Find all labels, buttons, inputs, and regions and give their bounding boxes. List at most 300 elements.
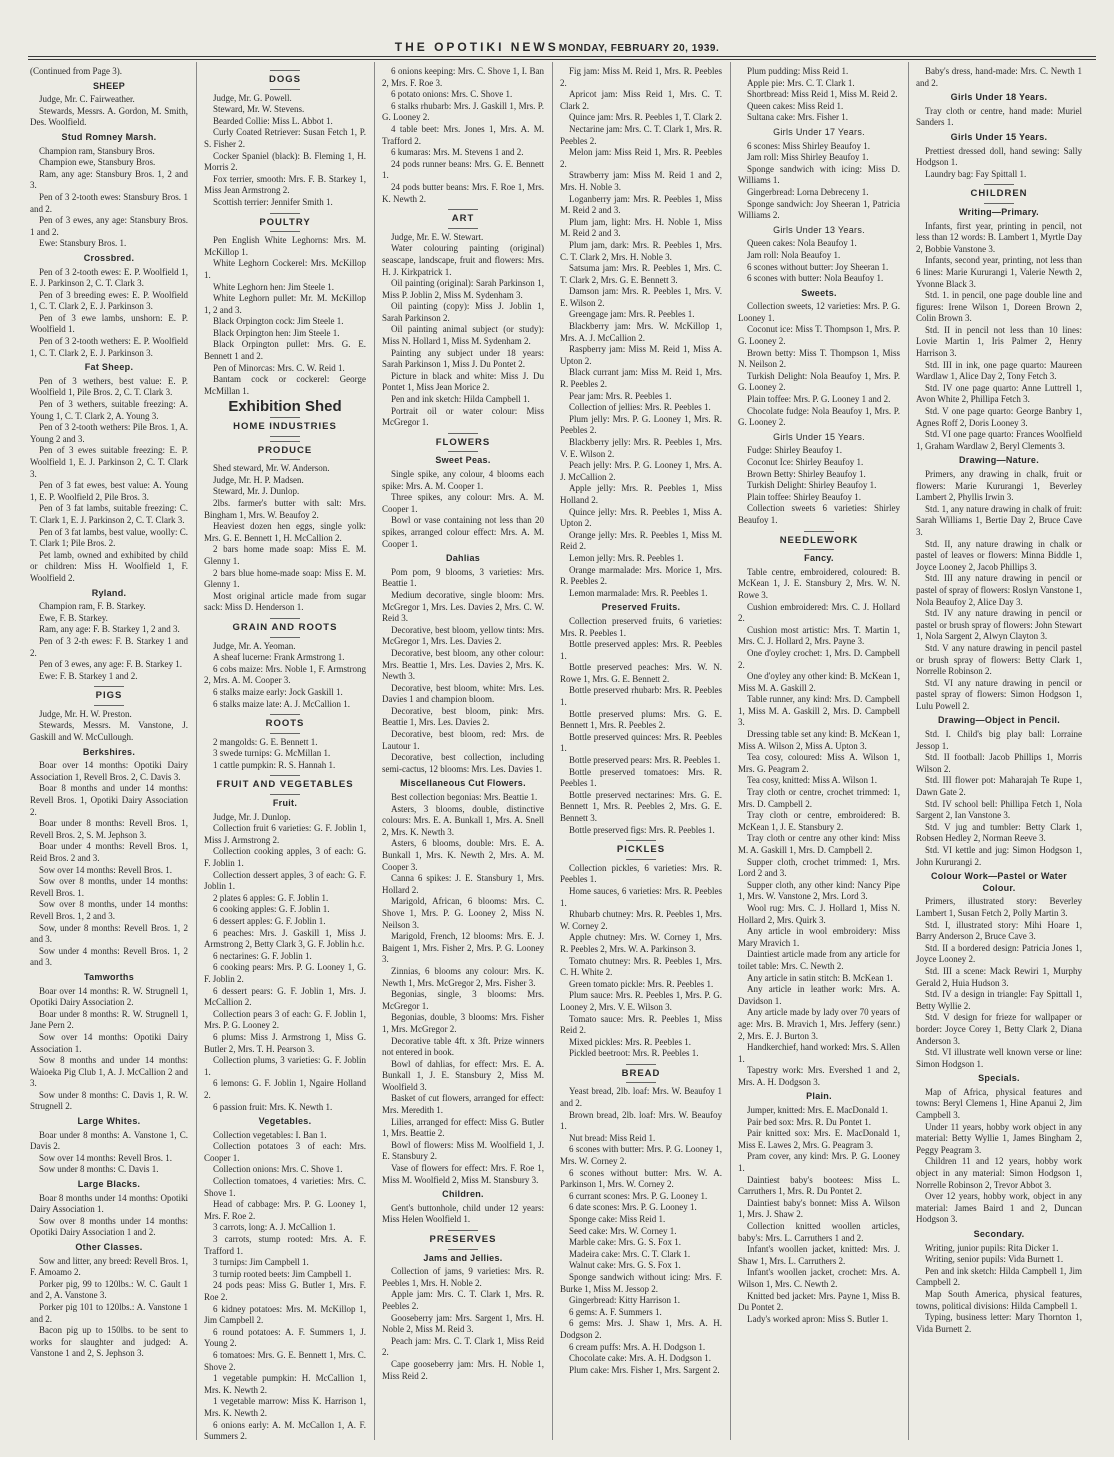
result-entry: Queen cakes: Nola Beaufoy 1. bbox=[747, 238, 857, 249]
result-entry: Orange jelly: Mrs. R. Peebles 1, Miss M. Reid 2. bbox=[560, 529, 722, 552]
result-entry: 2 bars blue home-made soap: Miss E. M. Glenny 1. bbox=[204, 567, 366, 590]
result-entry: Pair knitted sox: Mrs. E. MacDonald 1, Miss E. Lawes 2, Mrs. G. Peagram 3. bbox=[738, 1128, 900, 1150]
section-heading: ART bbox=[382, 209, 544, 229]
section-heading: HOME INDUSTRIES bbox=[204, 417, 366, 437]
result-entry: 6 lemons: G. F. Joblin 1, Ngaire Holland 2. bbox=[204, 1078, 366, 1100]
result-entry: Collection of jellies: Mrs. R. Peebles 1. bbox=[569, 402, 711, 413]
result-entry: 6 scones: Miss Shirley Beaufoy 1. bbox=[747, 140, 870, 151]
result-entry: Tomato chutney: Mrs. R. Peebles 1, Mrs. C. H. White 2. bbox=[560, 955, 722, 978]
result-entry: Infants, first year, printing in pencil, not less than 12 words: B. Lambert 1, Myrtle Day 2, Bobbie Vanstone 3. bbox=[916, 220, 1082, 254]
result-entry: 6 onions keeping: Mrs. C. Shove 1, I. Ban 2, Mrs. F. Roe 3. bbox=[382, 66, 544, 88]
result-entry: Daintiest baby's bonnet: Miss A. Wilson 1, Mrs. J. Shaw 2. bbox=[738, 1197, 900, 1220]
result-entry: Boar under 8 months: R. W. Strugnell 1, Jane Pern 2. bbox=[30, 1008, 188, 1031]
result-entry: Canna 6 spikes: J. E. Stansbury 1, Mrs. Hollard 2. bbox=[382, 873, 544, 895]
result-entry: Ram, any age: F. B. Starkey 1, 2 and 3. bbox=[39, 624, 180, 635]
subsection-heading: Dahlias bbox=[445, 553, 481, 564]
result-entry: Std. VI one page quarto: Frances Woolfield 1, Graham Wardlaw 2, Beryl Clements 3. bbox=[916, 429, 1082, 451]
result-entry: Boar over 14 months: R. W. Strugnell 1, Opotiki Dairy Association 2. bbox=[30, 985, 188, 1008]
result-entry: Asters, 6 blooms, double: Mrs. E. A. Bunkall 1, Mrs. K. Newth 2, Mrs. A. M. Cooper 3. bbox=[382, 838, 544, 872]
result-entry: Bantam cock or cockerel: George McMillan 1. bbox=[204, 374, 366, 396]
result-entry: Cape gooseberry jam: Mrs. H. Noble 1, Miss Reid 2. bbox=[382, 1358, 544, 1381]
result-entry: Std. III any nature drawing in pencil or pastel of spray of flowers: Roslyn Vanstone 1, Nola Beaufoy 2, Alice Day 3. bbox=[916, 573, 1082, 607]
result-entry: White Leghorn pullet: Mr. M. McKillop 1, 2 and 3. bbox=[204, 293, 366, 315]
result-entry: Apple pie: Mrs. C. T. Clark 1. bbox=[747, 77, 855, 88]
subsection-heading: Girls Under 15 Years. bbox=[950, 131, 1048, 142]
result-entry: Asters, 3 blooms, double, distinctive colours: Mrs. E. A. Bunkall 1, Mrs. A. Snell 2, Mrs. K. Newth 3. bbox=[382, 803, 544, 837]
result-entry: Water colouring painting (original) seascape, landscape, fruit and flowers: Mrs. H. J. Kirkpatrick 1. bbox=[382, 243, 544, 277]
result-entry: 6 gems: A. F. Summers 1. bbox=[569, 1306, 662, 1317]
result-entry: Turkish Delight: Nola Beaufoy 1, Mrs. P. G. Looney 2. bbox=[738, 370, 900, 393]
result-entry: Jam roll: Miss Shirley Beaufoy 1. bbox=[747, 152, 869, 163]
result-entry: A sheaf lucerne: Frank Armstrong 1. bbox=[213, 652, 345, 663]
result-entry: Raspberry jam: Miss M. Reid 1, Miss A. Upton 2. bbox=[560, 344, 722, 366]
subsection-heading: Colour Work—Pastel or Water Colour. bbox=[930, 871, 1068, 893]
column-6 bbox=[916, 66, 1082, 1436]
result-entry: Sow under 8 months: C. Davis 1. bbox=[39, 1164, 159, 1175]
result-entry: Queen cakes: Miss Reid 1. bbox=[747, 100, 844, 111]
result-entry: One d'oyley crochet: 1, Mrs. D. Campbell 2. bbox=[738, 647, 900, 670]
result-entry: Collection plums, 3 varieties: G. F. Joblin 1. bbox=[204, 1055, 366, 1077]
section-heading: GRAIN AND ROOTS bbox=[204, 618, 366, 638]
subsection-heading: Sweet Peas. bbox=[435, 455, 491, 466]
result-entry: Std. IV one page quarto: Anne Luttrell 1, Avon White 2, Phillipa Fetch 3. bbox=[916, 382, 1082, 405]
result-entry: Sow, under 8 months: Revell Bros. 1, 2 and 3. bbox=[30, 922, 188, 945]
result-entry: 6 kumaras: Mrs. M. Stevens 1 and 2. bbox=[391, 147, 524, 158]
result-entry: 1 vegetable pumpkin: H. McCallion 1, Mrs. K. Newth 2. bbox=[204, 1373, 366, 1395]
result-entry: Black currant jam: Miss M. Reid 1, Mrs. R. Peebles 2. bbox=[560, 367, 722, 390]
result-entry: Std. III a scene: Mack Rewiri 1, Murphy Gerald 2, Huia Hudson 3. bbox=[916, 965, 1082, 988]
result-entry: 6 potato onions: Mrs. C. Shove 1. bbox=[391, 89, 513, 100]
column-3 bbox=[382, 66, 544, 1436]
section-heading: BREAD bbox=[560, 1064, 722, 1084]
subsection-heading: Girls Under 13 Years. bbox=[773, 224, 865, 235]
result-entry: Peach jelly: Mrs. P. G. Looney 1, Mrs. A. J. McCallion 2. bbox=[560, 460, 722, 482]
result-entry: Boar under 8 months: A. Vanstone 1, C. Davis 2. bbox=[30, 1129, 188, 1152]
result-entry: 1 vegetable marrow: Miss K. Harrison 1, Mrs. K. Newth 2. bbox=[204, 1396, 366, 1418]
result-entry: Pen of 3 ewes, any age: F. B. Starkey 1. bbox=[39, 659, 183, 670]
result-entry: Apple jelly: Mrs. R. Peebles 1, Miss Holland 2. bbox=[560, 483, 722, 505]
result-entry: Sponge sandwich without icing: Mrs. F. Burke 1, Miss M. Jessop 2. bbox=[560, 1271, 722, 1294]
result-entry: Black Orpington hen: Jim Steele 1. bbox=[213, 327, 340, 338]
result-entry: Loganberry jam: Mrs. R. Peebles 1, Miss M. Reid 2 and 3. bbox=[560, 193, 722, 216]
subsection-heading: Fancy. bbox=[804, 553, 834, 564]
result-entry: Collection dessert apples, 3 of each: G. F. Joblin 1. bbox=[204, 869, 366, 892]
result-entry: Bottle preserved quinces: Mrs. R. Peebles 1. bbox=[560, 731, 722, 754]
subsection-heading: Drawing—Nature. bbox=[958, 455, 1039, 466]
result-entry: Bacon pig up to 150lbs. to be sent to works for slaughter and judged: A. Vanstone 1 and 2, S. Jephson 3. bbox=[30, 1325, 188, 1359]
result-entry: Std. II in pencil not less than 10 lines: Lovie Martin 1, Iris Palmer 2, Henry Harrison 3. bbox=[916, 324, 1082, 359]
result-entry: 6 stalks maize late: A. J. McCallion 1. bbox=[213, 698, 350, 709]
result-entry: Pram cover, any kind: Mrs. P. G. Looney 1. bbox=[738, 1151, 900, 1174]
result-entry: 2 bars home made soap: Miss E. M. Glenny 1. bbox=[204, 544, 366, 566]
result-entry: Jumper, knitted: Mrs. E. MacDonald 1. bbox=[747, 1105, 888, 1116]
result-entry: Collection pickles, 6 varieties: Mrs. R. Peebles 1. bbox=[560, 862, 722, 885]
result-entry: Tapestry work: Mrs. Evershed 1 and 2, Mrs. A. H. Dodgson 3. bbox=[738, 1065, 900, 1087]
result-entry: Apricot jam: Miss Reid 1, Mrs. C. T. Clark 2. bbox=[560, 89, 722, 111]
result-entry: 3 carrots, stump rooted: Mrs. A. F. Trafford 1. bbox=[204, 1234, 366, 1256]
result-entry: Tray cloth or centre any other kind: Miss M. A. Gaskill 1, Mrs. D. Campbell 2. bbox=[738, 833, 900, 855]
result-entry: Plum jam, dark: Mrs. R. Peebles 1, Mrs. C. T. Clark 2, Mrs. H. Noble 3. bbox=[560, 239, 722, 262]
result-entry: Pen of 3 ewes, any age: Stansbury Bros. 1 and 2. bbox=[30, 215, 188, 237]
result-entry: Shortbread: Miss Reid 1, Miss M. Reid 2. bbox=[747, 89, 898, 100]
result-entry: Cushion embroidered: Mrs. C. J. Hollard 2. bbox=[738, 601, 900, 624]
result-entry: Bottle preserved pears: Mrs. R. Peebles 1. bbox=[569, 755, 721, 766]
result-entry: Madeira cake: Mrs. C. T. Clark 1. bbox=[569, 1248, 691, 1259]
result-entry: Basket of cut flowers, arranged for effect: Mrs. Meredith 1. bbox=[382, 1093, 544, 1116]
result-entry: Curly Coated Retriever: Susan Fetch 1, P. S. Fisher 2. bbox=[204, 127, 366, 149]
result-entry: Handkerchief, hand worked: Mrs. S. Allen 1. bbox=[738, 1042, 900, 1064]
result-entry: Std. III in ink, one page quarto: Maureen Wardlaw 1, Alice Day 2, Tony Fetch 3. bbox=[916, 359, 1082, 382]
result-entry: Vase of flowers for effect: Mrs. F. Roe 1, Miss M. Woolfield 2, Miss M. Stansbury 3. bbox=[382, 1163, 544, 1185]
result-entry: Decorative, best bloom, any other colour: Mrs. Beattie 1, Mrs. Les. Davies 2, Mrs. K. Newth 3. bbox=[382, 647, 544, 682]
result-entry: Knitted bed jacket: Mrs. Payne 1, Miss B. Du Pontet 2. bbox=[738, 1290, 900, 1313]
section-heading: PRODUCE bbox=[204, 441, 366, 461]
result-entry: Laundry bag: Fay Spittall 1. bbox=[925, 168, 1027, 179]
result-entry: Primers, illustrated story: Beverley Lambert 1, Susan Fetch 2, Polly Martin 3. bbox=[916, 896, 1082, 918]
result-entry: Pen of 3 2-tooth wethers: E. P. Woolfield 1, C. T. Clark 2, E. J. Parkinson 3. bbox=[30, 336, 188, 358]
result-entry: Pen and ink sketch: Hilda Campbell 1, Jim Campbell 2. bbox=[916, 1265, 1082, 1288]
continuation-note: (Continued from Page 3). bbox=[30, 66, 122, 76]
result-entry: 6 scones without butter: Mrs. W. A. Parkinson 1, Mrs. W. Corney 2. bbox=[560, 1167, 722, 1190]
result-entry: 3 swede turnips: G. McMillan 1. bbox=[213, 748, 331, 759]
result-entry: Daintiest article made from any article for toilet table: Mrs. C. Newth 2. bbox=[738, 949, 900, 971]
result-entry: Pen of 3 fat ewes, best value: A. Young 1, E. P. Woolfield 2, Pile Bros. 3. bbox=[30, 480, 188, 502]
result-entry: 6 passion fruit: Mrs. K. Newth 1. bbox=[213, 1101, 333, 1112]
masthead-date: MONDAY, FEBRUARY 20, 1939. bbox=[558, 43, 720, 54]
result-entry: Std. VI any nature drawing in pencil or pastel spray of flowers: Simon Hodgson 1, Lulu Powell 2. bbox=[916, 677, 1082, 711]
result-entry: Cushion most artistic: Mrs. T. Martin 1, Mrs. C. J. Hollard 2, Mrs. Payne 3. bbox=[738, 624, 900, 647]
subsection-heading: SHEEP bbox=[92, 80, 125, 91]
result-entry: Any article in leather work: Mrs. A. Davidson 1. bbox=[738, 984, 900, 1006]
result-entry: Judge, Mr. G. Powell. bbox=[213, 92, 292, 103]
section-heading: PICKLES bbox=[560, 840, 722, 860]
subsection-heading: Specials. bbox=[978, 1073, 1020, 1084]
result-entry: Porker pig 101 to 120lbs.: A. Vanstone 1 and 2. bbox=[30, 1301, 188, 1324]
result-entry: Collection preserved fruits, 6 varieties: Mrs. R. Peebles 1. bbox=[560, 615, 722, 638]
result-entry: Any article in wool embroidery: Miss Mary Mravich 1. bbox=[738, 926, 900, 948]
result-entry: Infant's woollen jacket, knitted: Mrs. J. Shaw 1, Mrs. L. Carruthers 2. bbox=[738, 1244, 900, 1266]
result-entry: 24 pods butter beans: Mrs. F. Roe 1, Mrs. K. Newth 2. bbox=[382, 181, 544, 204]
result-entry: Pen and ink sketch: Hilda Campbell 1. bbox=[391, 394, 530, 405]
result-entry: Map South America, physical features, towns, political divisions: Hilda Campbell 1. bbox=[916, 1288, 1082, 1311]
result-entry: Apple jam: Mrs. C. T. Clark 1, Mrs. R. Peebles 2. bbox=[382, 1289, 544, 1311]
result-entry: White Leghorn hen: Jim Steele 1. bbox=[213, 281, 334, 292]
result-entry: Chocolate cake: Mrs. A. H. Dodgson 1. bbox=[569, 1353, 711, 1364]
result-entry: Daintiest baby's bootees: Miss L. Carruthers 1, Mrs. R. Du Pontet 2. bbox=[738, 1174, 900, 1197]
result-entry: Bowl of flowers: Miss M. Woolfield 1, J. E. Stansbury 2. bbox=[382, 1139, 544, 1162]
result-entry: 6 stalks maize early: Jock Gaskill 1. bbox=[213, 686, 343, 697]
result-entry: 6 round potatoes: A. F. Summers 1, J. Young 2. bbox=[204, 1326, 366, 1349]
result-entry: Oil painting animal subject (or study): Miss N. Hollard 1, Miss M. Sydenham 2. bbox=[382, 324, 544, 347]
section-heading: POULTRY bbox=[204, 213, 366, 233]
subsection-heading: Girls Under 17 Years. bbox=[773, 126, 865, 137]
result-entry: Portrait oil or water colour: Miss McGregor 1. bbox=[382, 405, 544, 428]
result-entry: Tray cloth or centre, embroidered: B. McKean 1, J. E. Stansbury 2. bbox=[738, 810, 900, 832]
result-entry: Porker pig, 99 to 120lbs.: W. C. Gault 1 and 2, A. Vanstone 3. bbox=[30, 1278, 188, 1301]
result-entry: Chocolate fudge: Nola Beaufoy 1, Mrs. P. G. Looney 2. bbox=[738, 405, 900, 428]
result-entry: Typing, business letter: Mary Thornton 1, Vida Burnett 2. bbox=[916, 1312, 1082, 1334]
result-entry: White Leghorn Cockerel: Mrs. McKillop 1. bbox=[204, 258, 366, 280]
result-entry: Collection cooking apples, 3 of each: G. F. Joblin 1. bbox=[204, 846, 366, 869]
result-entry: Tray cloth or centre, hand made: Muriel Sanders 1. bbox=[916, 105, 1082, 128]
result-entry: 6 stalks rhubarb: Mrs. J. Gaskill 1, Mrs. P. G. Looney 2. bbox=[382, 100, 544, 123]
section-heading: NEEDLEWORK bbox=[738, 531, 900, 551]
result-entry: Supper cloth, any other kind: Nancy Pipe 1, Mrs. W. Vanstone 2, Mrs. Lord 3. bbox=[738, 879, 900, 902]
subsection-heading: Secondary. bbox=[973, 1229, 1025, 1239]
result-entry: Collection of jams, 9 varieties: Mrs. R. Peebles 1, Mrs. H. Noble 2. bbox=[382, 1266, 544, 1288]
result-entry: Bottle preserved nectarines: Mrs. G. E. Bennett 1, Mrs. R. Peebles 2, Mrs. G. E. Bennett 3. bbox=[560, 789, 722, 823]
masthead-rule-bottom bbox=[28, 59, 1096, 60]
result-entry: 6 cobs maize: Mrs. Noble 1, F. Armstrong 2, Mrs. A. M. Cooper 3. bbox=[204, 663, 366, 686]
result-entry: Pom pom, 9 blooms, 3 varieties: Mrs. Beattie 1. bbox=[382, 566, 544, 589]
result-entry: Sow over 14 months: Revell Bros. 1. bbox=[39, 864, 172, 875]
subsection-heading: Jams and Jellies. bbox=[423, 1252, 503, 1263]
section-heading: ROOTS bbox=[204, 714, 366, 734]
column-1 bbox=[30, 66, 188, 1436]
result-entry: Greengage jam: Mrs. R. Peebles 1. bbox=[569, 309, 695, 320]
result-entry: Wool rug: Mrs. C. J. Hollard 1, Miss N. Hollard 2, Mrs. Quirk 3. bbox=[738, 902, 900, 925]
result-entry: Steward, Mr. W. Stevens. bbox=[213, 104, 305, 115]
result-entry: Writing, junior pupils: Rita Dicker 1. bbox=[925, 1242, 1059, 1253]
result-entry: Boar over 14 months: Opotiki Dairy Association 1, Revell Bros. 2, C. Davis 3. bbox=[30, 760, 188, 782]
result-entry: Mixed pickles: Mrs. R. Peebles 1. bbox=[569, 1036, 691, 1047]
result-entry: Pen of 3 fat lambs, best value, woolly: C. T. Clark 1; Pile Bros. 2. bbox=[30, 526, 188, 549]
result-entry: 3 turnip rooted beets: Jim Campbell 1. bbox=[213, 1268, 352, 1279]
result-entry: Decorative table 4ft. x 3ft. Prize winners not entered in book. bbox=[382, 1035, 544, 1058]
masthead-paper-name: THE OPOTIKI NEWS bbox=[394, 40, 559, 54]
subsection-heading: Sweets. bbox=[801, 287, 837, 298]
result-entry: Sponge cake: Miss Reid 1. bbox=[569, 1214, 666, 1224]
subsection-heading: Girls Under 18 Years. bbox=[950, 92, 1048, 103]
result-entry: 2 mangolds: G. E. Bennett 1. bbox=[213, 736, 318, 747]
subsection-heading: Writing—Primary. bbox=[959, 206, 1039, 217]
section-heading: FRUIT AND VEGETABLES bbox=[204, 775, 366, 795]
result-entry: Plain toffee: Mrs. P. G. Looney 1 and 2. bbox=[747, 394, 891, 405]
result-entry: Black Orpington cock: Jim Steele 1. bbox=[213, 316, 344, 327]
result-entry: Std. I. Child's big play ball: Lorraine Jessop 1. bbox=[916, 729, 1082, 751]
result-entry: Lilies, arranged for effect: Miss G. Butler 1, Mrs. Beattie 2. bbox=[382, 1116, 544, 1139]
result-entry: Bottle preserved tomatoes: Mrs. R. Peebles 1. bbox=[560, 766, 722, 789]
result-entry: Pear jam: Mrs. R. Peebles 1. bbox=[569, 390, 672, 401]
result-entry: Boar under 4 months: Revell Bros. 1, Reid Bros. 2 and 3. bbox=[30, 841, 188, 863]
result-entry: Sultana cake: Mrs. Fisher 1. bbox=[747, 112, 848, 123]
subsection-heading: Ryland. bbox=[91, 587, 127, 598]
result-entry: 6 nectarines: G. F. Joblin 1. bbox=[213, 950, 312, 961]
result-entry: Bowl of dahlias, for effect: Mrs. E. A. Bunkall 1, J. E. Stansbury 2, Miss M. Woolfield 3. bbox=[382, 1058, 544, 1092]
result-entry: Boar 8 months under 14 months: Opotiki Dairy Association 1. bbox=[30, 1192, 188, 1215]
result-entry: Decorative, best bloom, red: Mrs. de Lautour 1. bbox=[382, 729, 544, 751]
result-entry: Std. V one page quarto: George Banbry 1, Agnes Roff 2, Doris Looney 3. bbox=[916, 406, 1082, 428]
result-entry: Std. II, any nature drawing in chalk or pastel of leaves or flowers: Minna Biddle 1, Joyce Looney 2, Jacob Phillips 3. bbox=[916, 538, 1082, 572]
result-entry: Pen of 3 wethers, best value: E. P. Woolfield 1, Pile Bros. 2, C. T. Clark 3. bbox=[30, 375, 188, 398]
result-entry: Quince jelly: Mrs. R. Peebles 1, Miss A. Upton 2. bbox=[560, 506, 722, 529]
result-entry: Marble cake: Mrs. G. S. Fox 1. bbox=[569, 1237, 681, 1248]
result-entry: Pen of 3 2-tooth ewes: E. P. Woolfield 1, E. J. Parkinson 2, C. T. Clark 3. bbox=[30, 266, 188, 289]
result-entry: Boar 8 months and under 14 months: Revell Bros. 1, Opotiki Dairy Association 2. bbox=[30, 783, 188, 817]
result-entry: Collection sweets, 12 varieties: Mrs. P. G. Looney 1. bbox=[738, 301, 900, 323]
subsection-heading: Large Whites. bbox=[77, 1116, 141, 1127]
subsection-heading: Large Blacks. bbox=[77, 1179, 141, 1190]
result-entry: Table runner, any kind: Mrs. D. Campbell 1, Miss M. A. Gaskill 2, Mrs. D. Campbell 3. bbox=[738, 694, 900, 728]
result-entry: Pen of 3 2-tooth ewes: Stansbury Bros. 1 and 2. bbox=[30, 191, 188, 214]
subsection-heading: Preserved Fruits. bbox=[601, 602, 681, 613]
result-entry: Pen of Minorcas: Mrs. C. W. Reid 1. bbox=[213, 362, 345, 373]
result-entry: Ewe: F. B. Starkey 1 and 2. bbox=[39, 670, 138, 681]
result-entry: Std. IV any nature drawing in pencil or pastel or brush spray of flowers: John Stewart 1, Nola Sargent 2, Alwyn Clayton 3. bbox=[916, 608, 1082, 642]
result-entry: Plum pudding: Miss Reid 1. bbox=[747, 66, 849, 76]
result-entry: 6 scones with butter: Nola Beaufoy 1. bbox=[747, 273, 884, 284]
result-entry: Tray cloth or centre, crochet trimmed: 1, Mrs. D. Campbell 2. bbox=[738, 787, 900, 809]
result-entry: Decorative, best collection, including semi-cactus, 12 blooms: Mrs. Les. Davies 1. bbox=[382, 752, 544, 774]
subsection-heading: Fruit. bbox=[272, 798, 298, 809]
result-entry: Bottle preserved rhubarb: Mrs. R. Peebles 1. bbox=[560, 685, 722, 708]
result-entry: 6 currant scones: Mrs. P. G. Looney 1. bbox=[569, 1190, 708, 1201]
result-entry: Champion ram, F. B. Starkey. bbox=[39, 601, 146, 612]
result-entry: Scottish terrier: Jennifer Smith 1. bbox=[213, 196, 333, 207]
result-entry: Judge, Mr. H. P. Madsen. bbox=[213, 474, 304, 485]
section-heading: DOGS bbox=[204, 70, 366, 90]
result-entry: Heaviest dozen hen eggs, single yolk: Mrs. G. E. Bennett 1, H. McCallion 2. bbox=[204, 521, 366, 543]
result-entry: Std. V any nature drawing in pencil pastel or brush spray of flowers: Betty Clark 1, Norrelle Robinson 2. bbox=[916, 642, 1082, 677]
result-entry: 6 plums: Miss J. Armstrong 1, Miss G. Butler 2, Mrs. T. H. Pearson 3. bbox=[204, 1031, 366, 1054]
result-entry: Oil painting (copy): Miss J. Joblin 1, Sarah Parkinson 2. bbox=[382, 301, 544, 323]
result-entry: Pen of 3 2-th ewes: F. B. Starkey 1 and 2. bbox=[30, 635, 188, 658]
result-entry: 6 dessert pears: G. F. Joblin 1, Mrs. J. McCallion 2. bbox=[204, 985, 366, 1008]
result-entry: Collection tomatoes, 4 varieties: Mrs. C. Shove 1. bbox=[204, 1176, 366, 1198]
result-entry: Gooseberry jam: Mrs. Sargent 1, Mrs. H. Noble 2, Miss M. Reid 3. bbox=[382, 1312, 544, 1335]
column-2 bbox=[204, 66, 366, 1442]
result-entry: Brown betty: Miss T. Thompson 1, Miss N. Neilson 2. bbox=[738, 347, 900, 370]
result-entry: Collection pears 3 of each: G. F. Joblin 1, Mrs. P. G. Looney 2. bbox=[204, 1008, 366, 1031]
result-entry: Plum jelly: Mrs. P. G. Looney 1, Mrs. R. Peebles 2. bbox=[560, 413, 722, 436]
result-entry: Stewards, Messrs. A. Gordon, M. Smith, Des. Woolfield. bbox=[30, 105, 188, 128]
result-entry: Std. V jug and tumbler: Betty Clark 1, Robsen Hedley 2, Norman Reeve 3. bbox=[916, 821, 1082, 844]
result-entry: Std. V design for frieze for wallpaper or border: Joyce Corey 1, Betty Clark 2, Diana Anderson 3. bbox=[916, 1012, 1082, 1046]
result-entry: Std. IV a design in triangle: Fay Spittall 1, Betty Wyllie 2. bbox=[916, 989, 1082, 1011]
result-entry: Coconut ice: Miss T. Thompson 1, Mrs. P. G. Looney 2. bbox=[738, 324, 900, 347]
result-entry: Fig jam: Miss M. Reid 1, Mrs. R. Peebles 2. bbox=[560, 66, 722, 88]
result-entry: Sow over 8 months, under 14 months: Revell Bros. 1, 2 and 3. bbox=[30, 899, 188, 921]
subsection-heading: Stud Romney Marsh. bbox=[61, 131, 157, 142]
result-entry: Std. VI illustrate well known verse or line: Simon Hodgson 1. bbox=[916, 1047, 1082, 1069]
subsection-heading: Miscellaneous Cut Flowers. bbox=[400, 778, 526, 789]
result-entry: Judge, Mr. E. W. Stewart. bbox=[391, 231, 484, 242]
result-entry: Pet lamb, owned and exhibited by child or children: Miss H. Woolfield 1, F. Woolfield 2. bbox=[30, 549, 188, 583]
result-entry: Gingerbread: Lorna Debreceny 1. bbox=[747, 186, 869, 197]
result-entry: 6 cooking apples: G. F. Joblin 1. bbox=[213, 904, 330, 915]
result-entry: Pen of 3 ewes suitable freezing: E. P. Woolfield 1, E. J. Parkinson 2, C. T. Clark 3. bbox=[30, 445, 188, 479]
result-entry: Steward, Mr. J. Dunlop. bbox=[213, 486, 300, 497]
result-entry: 6 scones without butter: Joy Sheeran 1. bbox=[747, 261, 889, 272]
result-entry: Pen of 3 fat lambs, suitable freezing: C. T. Clark 1, E. J. Parkinson 2, C. T. Clark 3. bbox=[30, 503, 188, 525]
column-divider bbox=[196, 62, 197, 1440]
result-entry: Pen of 3 2-tooth wethers: Pile Bros. 1, A. Young 2 and 3. bbox=[30, 422, 188, 444]
result-entry: Std. II football: Jacob Phillips 1, Morris Wilson 2. bbox=[916, 752, 1082, 774]
result-entry: 6 dessert apples: G. F. Joblin 1. bbox=[213, 916, 326, 926]
result-entry: Sow over 14 months: Opotiki Dairy Association 1. bbox=[30, 1031, 188, 1054]
result-entry: Black Orpington pullet: Mrs. G. E. Bennett 1 and 2. bbox=[204, 339, 366, 362]
masthead bbox=[40, 40, 1074, 54]
result-entry: Boar under 8 months: Revell Bros. 1, Revell Bros. 2, S. M. Jephson 3. bbox=[30, 818, 188, 840]
result-entry: Zinnias, 6 blooms any colour: Mrs. K. Newth 1, Mrs. McGregor 2, Mrs. Fisher 3. bbox=[382, 965, 544, 988]
result-entry: Bottle preserved apples: Mrs. R. Peebles 1. bbox=[560, 639, 722, 661]
result-entry: Std. III flower pot: Maharajah Te Rupe 1, Dawn Gate 2. bbox=[916, 775, 1082, 798]
result-entry: Ewe: Stansbury Bros. 1. bbox=[39, 238, 127, 249]
result-entry: Table centre, embroidered, coloured: B. McKean 1, J. E. Stansbury 2, Mrs. W. N. Rowe 3. bbox=[738, 566, 900, 600]
result-entry: Quince jam: Mrs. R. Peebles 1, T. Clark 2. bbox=[569, 112, 722, 123]
result-entry: Sow under 8 months: C. Davis 1, R. W. Strugnell 2. bbox=[30, 1089, 188, 1112]
result-entry: Lemon jelly: Mrs. R. Peebles 1. bbox=[569, 552, 684, 563]
subsection-heading: Plain. bbox=[806, 1091, 832, 1102]
result-entry: Judge, Mr. A. Yeoman. bbox=[213, 640, 296, 651]
result-entry: Std. I, illustrated story: Mihi Hoare 1, Barry Anderson 2, Bruce Cave 3. bbox=[916, 919, 1082, 942]
result-entry: Most original article made from sugar sack: Miss D. Henderson 1. bbox=[204, 590, 366, 613]
result-entry: Brown Betty: Shirley Beaufoy 1. bbox=[747, 468, 866, 479]
result-entry: Pen of 3 ewe lambs, unshorn: E. P. Woolfield 1. bbox=[30, 312, 188, 335]
result-entry: Writing, senior pupils: Vida Burnett 1. bbox=[925, 1254, 1064, 1265]
result-entry: Orange marmalade: Mrs. Morice 1, Mrs. R. Peebles 2. bbox=[560, 564, 722, 587]
result-entry: Sow over 8 months, under 14 months: Revell Bros. 1. bbox=[30, 876, 188, 898]
result-entry: Bottle preserved figs: Mrs. R. Peebles 1. bbox=[569, 824, 715, 835]
result-entry: Infants, second year, printing, not less than 6 lines: Marie Kururangi 1, Valerie Newth 2, Yvonne Black 3. bbox=[916, 255, 1082, 289]
subsection-heading: Children. bbox=[442, 1189, 484, 1200]
masthead-rule-top bbox=[28, 56, 1096, 57]
result-entry: Plum sauce: Mrs. R. Peebles 1, Mrs. P. G. Looney 2, Mrs. V. E. Wilson 3. bbox=[560, 990, 722, 1012]
result-entry: 6 scones with butter: Mrs. P. G. Looney 1, Mrs. W. Corney 2. bbox=[560, 1144, 722, 1167]
column-divider bbox=[374, 62, 375, 1440]
result-entry: Decorative, best bloom, yellow tints: Mrs. McGregor 1, Mrs. Les. Davies 2. bbox=[382, 624, 544, 647]
result-entry: Bottle preserved peaches: Mrs. W. N. Rowe 1, Mrs. G. E. Bennett 2. bbox=[560, 662, 722, 684]
result-entry: Sponge sandwich with icing: Miss D. Williams 1. bbox=[738, 163, 900, 186]
column-4 bbox=[560, 66, 722, 1436]
result-entry: Turkish Delight: Shirley Beaufoy 1. bbox=[747, 480, 877, 491]
result-entry: Pair bed sox: Mrs. R. Du Pontet 1. bbox=[747, 1116, 872, 1127]
result-entry: 3 carrots, long: A. J. McCallion 1. bbox=[213, 1222, 336, 1233]
result-entry: Painting any subject under 18 years: Sarah Parkinson 1, Miss J. Du Pontet 2. bbox=[382, 347, 544, 370]
result-entry: Brown bread, 2lb. loaf: Mrs. W. Beaufoy 1. bbox=[560, 1109, 722, 1132]
result-entry: Strawberry jam: Miss M. Reid 1 and 2, Mrs. H. Noble 3. bbox=[560, 170, 722, 192]
result-entry: Ram, any age: Stansbury Bros. 1, 2 and 3. bbox=[30, 168, 188, 191]
section-banner: Exhibition Shed bbox=[228, 398, 342, 416]
result-entry: Judge, Mr. C. Fairweather. bbox=[39, 94, 135, 105]
result-entry: Baby's dress, hand-made: Mrs. C. Newth 1 and 2. bbox=[916, 66, 1082, 88]
result-entry: Decorative, best bloom, white: Mrs. Les. Davies 1 and champion bloom. bbox=[382, 682, 544, 705]
result-entry: Decorative, best bloom, pink: Mrs. Beattie 1, Mrs. Les. Davies 2. bbox=[382, 705, 544, 728]
column-divider bbox=[908, 62, 909, 1440]
result-entry: Plain toffee: Shirley Beaufoy 1. bbox=[747, 491, 862, 502]
result-entry: Gent's buttonhole, child under 12 years: Miss Helen Woolfield 1. bbox=[382, 1202, 544, 1225]
result-entry: Map of Africa, physical features and towns: Beryl Clemens 1, Hine Apanui 2, Jim Campbell 3. bbox=[916, 1086, 1082, 1121]
result-entry: Sow 8 months and under 14 months: Waioeka Pig Club 1, A. J. McCallion 2 and 3. bbox=[30, 1055, 188, 1089]
result-entry: Satsuma jam: Mrs. R. Peebles 1, Mrs. C. T. Clark 2, Mrs. G. E. Bennett 3. bbox=[560, 263, 722, 285]
result-entry: 24 pods peas: Miss G. Butler 1, Mrs. F. Roe 2. bbox=[204, 1280, 366, 1302]
result-entry: Picture in black and white: Miss J. Du Pontet 1, Miss Jean Morice 2. bbox=[382, 370, 544, 393]
result-entry: Judge, Mr. J. Dunlop. bbox=[213, 811, 291, 822]
result-entry: Best collection begonias: Mrs. Beattie 1. bbox=[391, 792, 538, 803]
result-entry: Tea cosy, coloured: Miss A. Wilson 1, Mrs. G. Peagram 2. bbox=[738, 752, 900, 774]
result-entry: 2 plates 6 apples: G. F. Joblin 1. bbox=[213, 892, 329, 903]
result-entry: Damson jam: Mrs. R. Peebles 1, Mrs. V. E. Wilson 2. bbox=[560, 286, 722, 308]
result-entry: Begonias, single, 3 blooms: Mrs. McGregor 1. bbox=[382, 989, 544, 1011]
result-entry: Std. II a bordered design: Patricia Jones 1, Joyce Looney 2. bbox=[916, 942, 1082, 965]
result-entry: 6 gems: Mrs. J. Shaw 1, Mrs. A. H. Dodgson 2. bbox=[560, 1318, 722, 1340]
result-entry: Plum cake: Mrs. Fisher 1, Mrs. Sargent 2. bbox=[569, 1364, 720, 1375]
section-heading: CHILDREN bbox=[916, 184, 1082, 204]
result-entry: 6 peaches: Mrs. J. Gaskill 1, Miss J. Armstrong 2, Betty Clark 3, G. F. Joblin h.c. bbox=[204, 927, 366, 950]
result-entry: Begonias, double, 3 blooms: Mrs. Fisher 1, Mrs. McGregor 2. bbox=[382, 1012, 544, 1034]
result-entry: Collection onions: Mrs. C. Shove 1. bbox=[213, 1164, 343, 1175]
result-entry: Tea cosy, knitted: Miss A. Wilson 1. bbox=[747, 775, 878, 786]
